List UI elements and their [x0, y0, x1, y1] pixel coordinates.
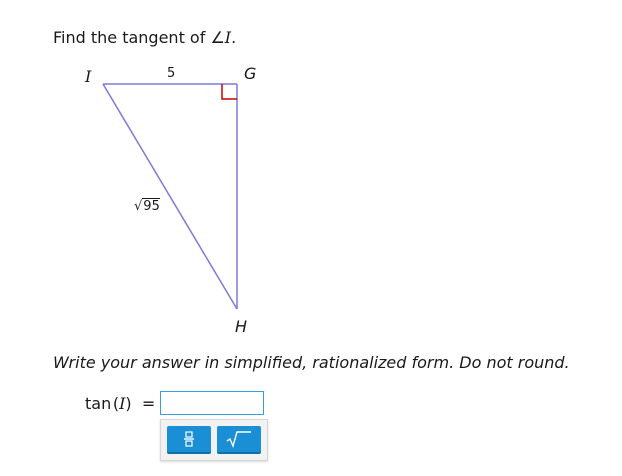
- instruction-text: Write your answer in simplified, rationalized form. Do not round.: [53, 353, 570, 372]
- angle-variable: I: [224, 28, 232, 47]
- angle-symbol: ∠: [210, 28, 225, 47]
- answer-input[interactable]: [160, 391, 264, 415]
- math-keypad: [160, 419, 268, 461]
- vertex-label-g: G: [244, 64, 257, 83]
- fraction-icon: [183, 431, 195, 447]
- answer-function: tan: [85, 394, 112, 413]
- radicand: 95: [143, 199, 160, 214]
- answer-label: tan (I) =: [85, 394, 156, 413]
- side-length-ih: [134, 199, 160, 214]
- side-ih: [103, 84, 237, 309]
- fraction-button[interactable]: [167, 426, 211, 452]
- side-length-ig: 5: [167, 66, 176, 81]
- question-suffix: .: [231, 28, 237, 47]
- vertex-label-h: H: [235, 317, 248, 336]
- equals-sign: =: [141, 394, 156, 413]
- vertex-label-i: I: [85, 67, 92, 86]
- question-prefix: Find the tangent of: [53, 28, 211, 47]
- right-angle-marker: [222, 84, 237, 99]
- square-root-icon: [226, 430, 252, 448]
- square-root-button[interactable]: [217, 426, 261, 452]
- radical-sign: √: [134, 199, 143, 214]
- answer-variable: I: [119, 394, 126, 413]
